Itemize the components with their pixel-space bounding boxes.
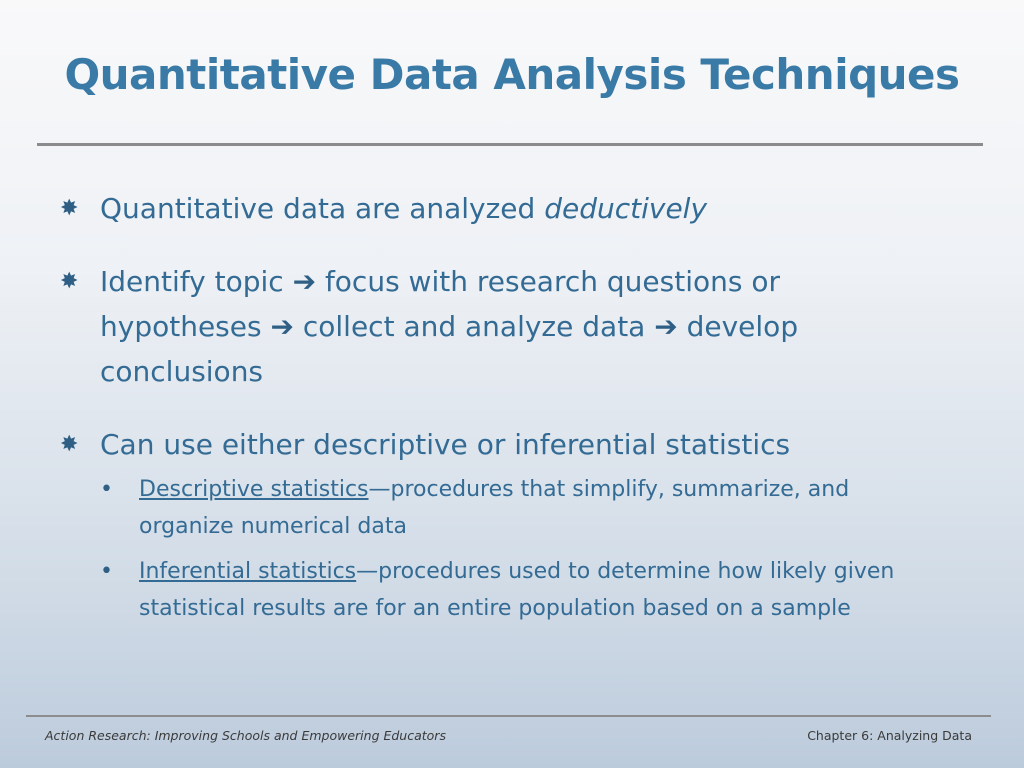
bullet-item [60,186,940,231]
bullet-list [60,186,940,627]
term-definition: —procedures used to determine how likely given statistical results are for an entire population based on a sample [139,559,895,621]
term-definition: —procedures that simplify, summarize, and organize numerical data [139,477,850,539]
arrow-right-icon: ➔ [270,310,294,343]
bullet-item [60,422,940,467]
term-link-inferential-statistics[interactable]: Inferential statistics [139,559,357,584]
bullet-emphasis: deductively [544,192,708,225]
bullet-text: Can use either descriptive or inferential statistics [100,428,791,461]
dot-bullet-icon: • [100,477,113,502]
arrow-right-icon: ➔ [654,310,678,343]
starburst-bullet-icon: ✸ [60,269,79,294]
starburst-bullet-icon: ✸ [60,196,79,221]
bullet-text: Quantitative data are analyzed [100,192,545,225]
process-step: focus with research questions or hypotheses [100,265,780,343]
term-link-descriptive-statistics[interactable]: Descriptive statistics [139,477,369,502]
sub-bullet-item [60,471,940,545]
arrow-right-icon: ➔ [292,265,317,298]
sub-bullet-item [60,553,940,627]
title-divider [37,143,983,146]
process-step: develop conclusions [100,310,799,388]
footer-chapter: Chapter 6: Analyzing Data [807,728,972,743]
starburst-bullet-icon: ✸ [60,432,79,457]
footer-divider [26,715,991,717]
process-step: collect and analyze data [302,310,646,343]
process-step: Identify topic [100,265,284,298]
footer-book-title: Action Research: Improving Schools and Empowering Educators [45,728,446,743]
bullet-item [60,259,940,394]
slide-title: Quantitative Data Analysis Techniques [64,50,960,99]
dot-bullet-icon: • [100,559,113,584]
